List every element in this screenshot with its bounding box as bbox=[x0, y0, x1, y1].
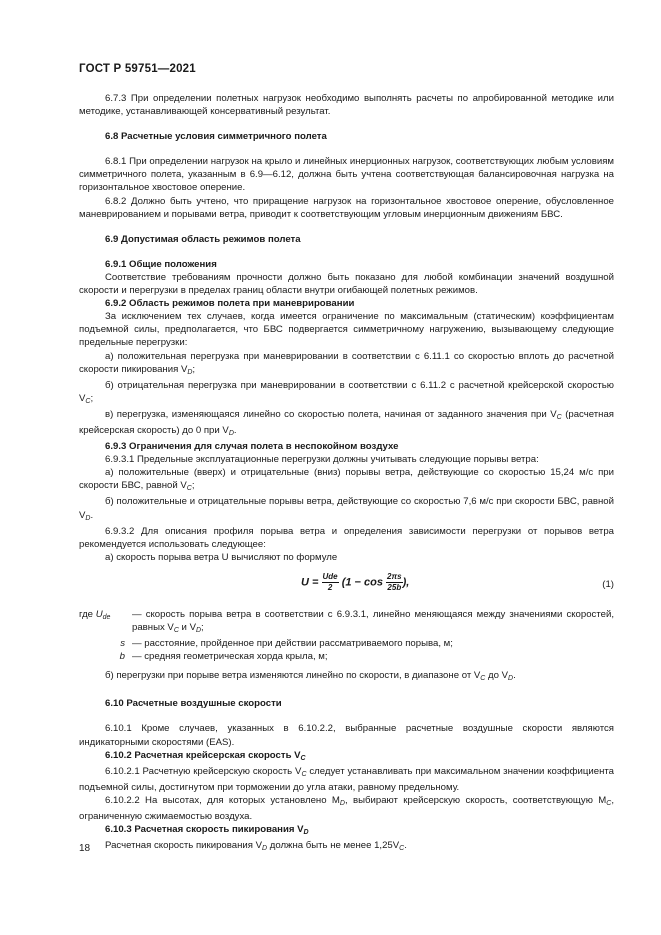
heading-6-8: 6.8 Расчетные условия симметричного полета bbox=[105, 131, 327, 143]
paragraph-6-10-2-1: 6.10.2.1 Расчетную крейсерскую скорость $V_C$ следует устанавливать при максимальном значении коэффициента подъемной силы, достигнутом при торможении до угла атаки, равному предельному. bbox=[79, 765, 614, 793]
paragraph-6-9-3-1: 6.9.3.1 Предельные эксплуатационные перегрузки должны учитывать следующие порывы ветра: bbox=[105, 454, 539, 466]
page-number: 18 bbox=[79, 843, 91, 854]
list-item-6-9-2-c: в) перегрузка, изменяющаяся линейно со скоростью полета, начиная от заданного значения при $V_C$ (расчетная крейсерская скорость) до 0 при $V_D$. bbox=[79, 408, 614, 437]
paragraph-6-9-3-2: 6.9.3.2 Для описания профиля порыва ветра и определения зависимости перегрузки от порывов ветра рекомендуется использовать следующее: bbox=[79, 525, 614, 550]
paragraph-6-9-2: За исключением тех случаев, когда имеется ограничение по максимальным (статическим) коэффициентам подъемной силы, предполагается, что БВС подвергается симметричному нагружению, вызывающему следующие предельные перегрузки: bbox=[79, 311, 614, 349]
list-item-6-9-3-2-a: а) скорость порыва ветра U вычисляют по формуле bbox=[105, 551, 338, 563]
paragraph-6-9-1: Соответствие требованиям прочности должно быть показано для любой комбинации значений воздушной скорости и перегрузки в пределах границ области внутри огибающей полетных режимов. bbox=[79, 271, 614, 297]
formula-definitions bbox=[79, 608, 614, 663]
list-item-6-9-2-a: а) положительная перегрузка при маневрировании в соответствии с 6.11.1 со скоростью вплоть до расчетной скорости пикирования $V_D$; bbox=[79, 350, 614, 376]
document-header: ГОСТ Р 59751—2021 bbox=[79, 63, 196, 75]
paragraph-6-7-3: 6.7.3 При определении полетных нагрузок необходимо выполнять расчеты по апробированной методике или методике, устанавливающей консервативный результат. bbox=[79, 93, 614, 118]
definition-s: s — расстояние, пройденное при действии рассматриваемого порыва, м; bbox=[120, 638, 453, 650]
heading-6-10-2: 6.10.2 Расчетная крейсерская скорость $V_C$ bbox=[105, 749, 306, 762]
heading-6-9: 6.9 Допустимая область режимов полета bbox=[105, 233, 301, 245]
formula-expression: U = $\frac{\text{Ude}}{2}$ (1 − cos $\frac{2\pi s}{25b}$ ), bbox=[301, 571, 410, 592]
definition-ude: где $U_{de}$ — скорость порыва ветра в соответствии с 6.9.3.1, линейно меняющаяся между значениями скоростей, равных $V_C$ и $V_D$; bbox=[79, 608, 614, 634]
heading-6-9-1: 6.9.1 Общие положения bbox=[105, 258, 217, 270]
definition-b: b — средняя геометрическая хорда крыла, м; bbox=[119, 651, 328, 663]
list-item-6-9-3-2-b: б) перегрузки при порыве ветра изменяются линейно по скорости, в диапазоне от $V_C$ до $V_D$. bbox=[105, 670, 516, 683]
list-item-6-9-2-b: б) отрицательная перегрузка при маневрировании в соответствии с 6.11.2 с расчетной крейсерской скоростью $V_C$; bbox=[79, 379, 614, 405]
heading-6-9-2: 6.9.2 Область режимов полета при маневрировании bbox=[105, 298, 355, 310]
paragraph-6-10-2-2: 6.10.2.2 На высотах, для которых установлено $M_D$, выбирают крейсерскую скорость, соответствующую $M_C$, ограниченную сжимаемостью воздуха. bbox=[79, 794, 614, 823]
heading-6-9-3: 6.9.3 Ограничения для случая полета в неспокойном воздухе bbox=[105, 441, 399, 453]
paragraph-6-10-3: Расчетная скорость пикирования $V_D$ должна быть не менее $1,25V_C$. bbox=[105, 840, 407, 853]
formula-number: (1) bbox=[602, 578, 614, 590]
list-item-6-9-3-1-b: б) положительные и отрицательные порывы ветра, действующие со скоростью 7,6 м/с при скорости БВС, равной $V_D$. bbox=[79, 496, 614, 522]
formula-inner-fraction: $\frac{2\pi s}{25b}$ bbox=[387, 571, 402, 592]
formula-fraction: $\frac{\text{Ude}}{2}$ bbox=[322, 571, 338, 592]
paragraph-6-10-1: 6.10.1 Кроме случаев, указанных в 6.10.2.2, выбранные расчетные воздушные скорости являются индикаторными скоростями (EAS). bbox=[79, 723, 614, 748]
document-body bbox=[79, 92, 614, 855]
heading-6-10-3: 6.10.3 Расчетная скорость пикирования $V_D$ bbox=[105, 824, 309, 837]
paragraph-6-8-1: 6.8.1 При определении нагрузок на крыло и линейных инерционных нагрузок, соответствующих любым условиям симметричного полета, указанным в 6.9—6.12, должна быть учтена соответствующая балансировочная нагрузка на горизонтальное хвостовое оперение. bbox=[79, 156, 614, 194]
formula-1 bbox=[79, 570, 614, 600]
heading-6-10: 6.10 Расчетные воздушные скорости bbox=[105, 698, 282, 710]
list-item-6-9-3-1-a: а) положительные (вверх) и отрицательные (вниз) порывы ветра, действующие со скоростью 15,24 м/с при скорости БВС, равной $V_C$; bbox=[79, 467, 614, 493]
paragraph-6-8-2: 6.8.2 Должно быть учтено, что приращение нагрузок на горизонтальное хвостовое оперение, обусловленное маневрированием и порывами ветра, приводит к соответствующим угловым инерционным движениям БВС. bbox=[79, 195, 614, 220]
